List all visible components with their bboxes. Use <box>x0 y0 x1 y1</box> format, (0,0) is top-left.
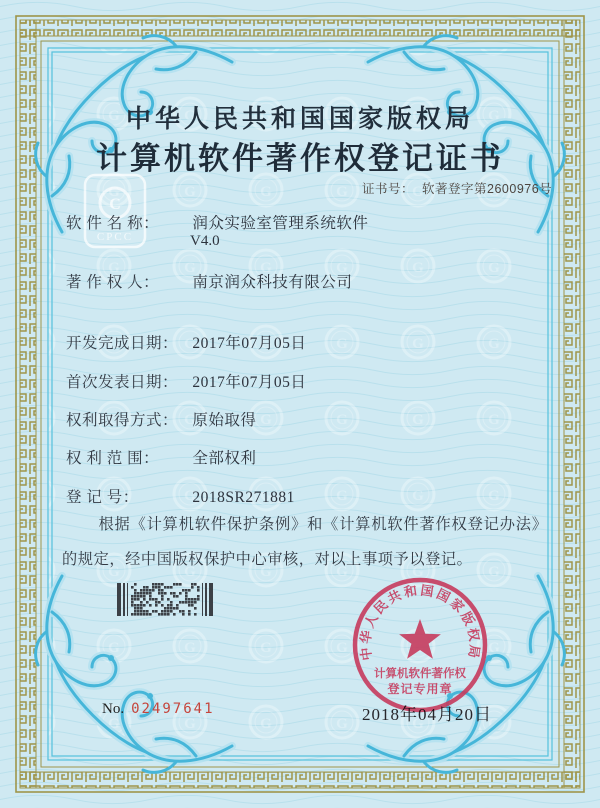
field-row-rights-scope <box>66 446 256 468</box>
certificate-number-value: 软著登字第2600976号 <box>422 182 553 196</box>
seal-ring-text: 中华人民共和国国家版权局 <box>357 582 483 662</box>
cpcc-logo-glyph: C <box>109 196 121 213</box>
field-value: 2017年07月05日 <box>192 335 307 352</box>
field-value: 全部权利 <box>192 450 257 467</box>
field-value: 润众实验室管理系统软件 <box>192 215 369 232</box>
field-value: 南京润众科技有限公司 <box>192 274 353 291</box>
barcode <box>117 583 213 616</box>
field-label: 著 作 权 人： <box>66 274 160 291</box>
field-label: 首次发表日期： <box>66 374 179 391</box>
serial-number <box>102 701 215 718</box>
field-row-copyright-owner <box>66 270 352 292</box>
software-version: V4.0 <box>190 233 220 249</box>
field-row-rights-acquisition <box>66 408 256 430</box>
seal-caption-line2: 登记专用章 <box>387 682 453 696</box>
serial-prefix: No. <box>102 701 125 717</box>
official-seal <box>345 570 495 720</box>
certificate-number <box>362 179 552 197</box>
field-value: 原始取得 <box>192 412 257 429</box>
field-label: 权 利 范 围： <box>66 450 160 467</box>
issue-date: 2018年04月20日 <box>362 705 492 724</box>
registration-statement: 根据《计算机软件保护条例》和《计算机软件著作权登记办法》的规定，经中国版权保护中心审核，对以上事项予以登记。 <box>62 516 540 568</box>
field-row-registration-number <box>66 485 295 507</box>
header-authority: 中华人民共和国国家版权局 <box>125 106 474 133</box>
field-label: 权利取得方式： <box>66 412 179 429</box>
seal-star-icon <box>399 619 441 659</box>
field-label: 开发完成日期： <box>66 335 179 352</box>
cpcc-logo-text: CPCC <box>96 231 134 243</box>
seal-caption-line1: 计算机软件著作权 <box>374 668 466 680</box>
field-row-first-publish-date <box>66 370 306 392</box>
field-value: 2018SR271881 <box>192 489 295 506</box>
field-label: 登 记 号： <box>66 489 139 506</box>
field-row-software-name <box>66 211 368 233</box>
field-row-dev-complete-date <box>66 331 306 353</box>
certificate-number-label: 证书号： <box>362 182 415 196</box>
serial-digits: 02497641 <box>131 701 215 717</box>
field-label: 软 件 名 称： <box>66 215 160 232</box>
field-value: 2017年07月05日 <box>192 374 307 391</box>
certificate-title: 计算机软件著作权登记证书 <box>96 141 504 176</box>
